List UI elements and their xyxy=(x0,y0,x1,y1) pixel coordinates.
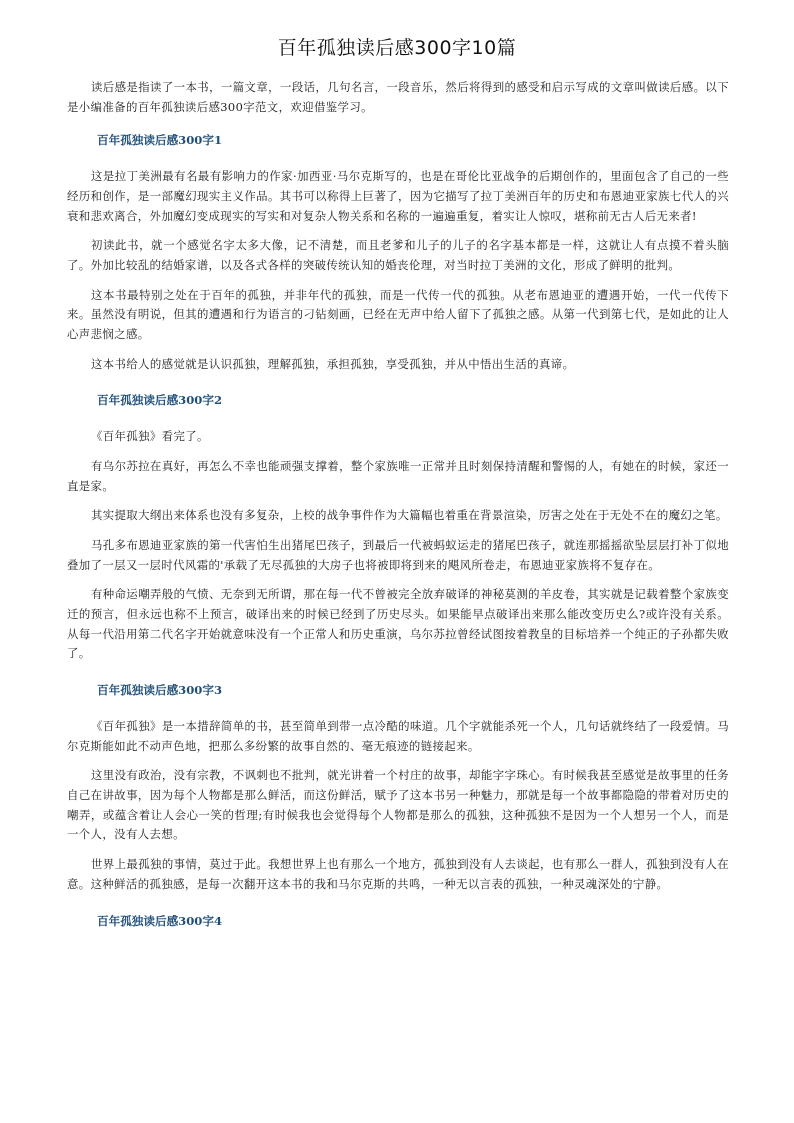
section-1-paragraph: 这是拉丁美洲最有名最有影响力的作家·加西亚·马尔克斯写的，也是在哥伦比亚战争的后期创作的，里面包含了自己的一些经历和创作，是一部魔幻现实主义作品。其书可以称得上巨著了，因为它描写了拉丁美洲百年的历史和布恩迪亚家族七代人的兴衰和悲欢离合，外加魔幻变成现实的写实和对复杂人物关系和名称的一遍遍重复，着实让人惊叹，堪称前无古人后无来者! xyxy=(67,169,729,223)
document-title: 百年孤独读后感300字10篇 xyxy=(277,37,517,59)
section-3-paragraph: 世界上最孤独的事情，莫过于此。我想世界上也有那么一个地方，孤独到没有人去谈起，也有那么一群人，孤独到没有人在意。这种鲜活的孤独感，是每一次翻开这本书的我和马尔克斯的共鸣，一种无以言表的孤独，一种灵魂深处的宁静。 xyxy=(67,857,729,891)
section-1-paragraph: 这本书给人的感觉就是认识孤独，理解孤独，承担孤独，享受孤独，并从中悟出生活的真谛。 xyxy=(90,356,575,371)
section-heading-3: 百年孤独读后感300字3 xyxy=(97,683,223,698)
section-heading-1: 百年孤独读后感300字1 xyxy=(97,133,223,148)
section-heading-4: 百年孤独读后感300字4 xyxy=(97,913,223,928)
section-2-paragraph: 有种命运嘲弄般的气愤、无奈到无所谓，那在每一代不曾被完全放弃破译的神秘莫测的羊皮卷，其实就是记载着整个家族变迁的预言，但永远也称不上预言，破译出来的时候已经到了历史尽头。如果能早点破译出来那么能改变历史么?或许没有关系。从每一代沿用第二代名字开始就意味没有一个正常人和历史重演，乌尔苏拉曾经试图按着教皇的目标培养一个纯正的子孙都失败了。 xyxy=(67,587,729,661)
intro-paragraph: 读后感是指读了一本书，一篇文章，一段话，几句名言，一段音乐，然后将得到的感受和启示写成的文章叫做读后感。以下是小编准备的百年孤独读后感300字范文，欢迎借鉴学习。 xyxy=(67,80,729,114)
section-heading-2: 百年孤独读后感300字2 xyxy=(97,393,223,408)
section-2-paragraph: 有乌尔苏拉在真好，再怎么不幸也能顽强支撑着，整个家族唯一正常并且时刻保持清醒和警惕的人，有她在的时候，家还一直是家。 xyxy=(67,458,729,493)
section-2-paragraph: 马孔多布恩迪亚家族的第一代害怕生出猪尾巴孩子，到最后一代被蚂蚁运走的猪尾巴孩子，就连那摇摇欲坠层层打补丁似地叠加了一层又一层时代风霜的'承载了无尽孤独的大房子也将被即将到来的飓风所卷走，布恩迪亚家族将不复存在。 xyxy=(67,537,729,572)
section-1-paragraph: 这本书最特别之处在于百年的孤独，并非年代的孤独，而是一代传一代的孤独。从老布恩迪亚的遭遇开始，一代一代传下来。虽然没有明说，但其的遭遇和行为语言的刁钻刻画，已经在无声中给人留下了孤独之感。从第一代到第七代，是如此的让人心声悲悯之感。 xyxy=(67,287,729,342)
section-2-paragraph: 其实提取大纲出来体系也没有多复杂，上校的战争事件作为大篇幅也着重在背景渲染，厉害之处在于无处不在的魔幻之笔。 xyxy=(90,508,728,523)
section-2-paragraph: 《百年孤独》看完了。 xyxy=(90,429,209,444)
section-3-paragraph: 《百年孤独》是一本措辞简单的书，甚至简单到带一点冷酷的味道。几个字就能杀死一个人，几句话就终结了一段爱情。马尔克斯能如此不动声色地，把那么多纷繁的故事自然的、毫无痕迹的链接起来。 xyxy=(67,718,729,753)
document-body xyxy=(67,78,729,947)
section-1-paragraph: 初读此书，就一个感觉名字太多大像，记不清楚，而且老爹和儿子的儿子的名字基本都是一样，这就让人有点摸不着头脑了。外加比较乱的结婚家谱，以及各式各样的突破传统认知的婚丧伦理，对当时拉丁美洲的文化，形成了鲜明的批判。 xyxy=(67,238,729,272)
section-3-paragraph: 这里没有政治，没有宗教，不讽刺也不批判，就光讲着一个村庄的故事，却能字字珠心。有时候我甚至感觉是故事里的任务自己在讲故事，因为每个人物都是那么鲜活，而这份鲜活，赋予了这本书另一种魅力，那就是每一个故事都隐隐的带着对历史的嘲弄，或蕴含着让人会心一笑的哲理;有时候我也会觉得每个人物都是那么的孤独，这种孤独不是因为一个人想另一个人，而是一个人，没有人去想。 xyxy=(67,768,729,842)
